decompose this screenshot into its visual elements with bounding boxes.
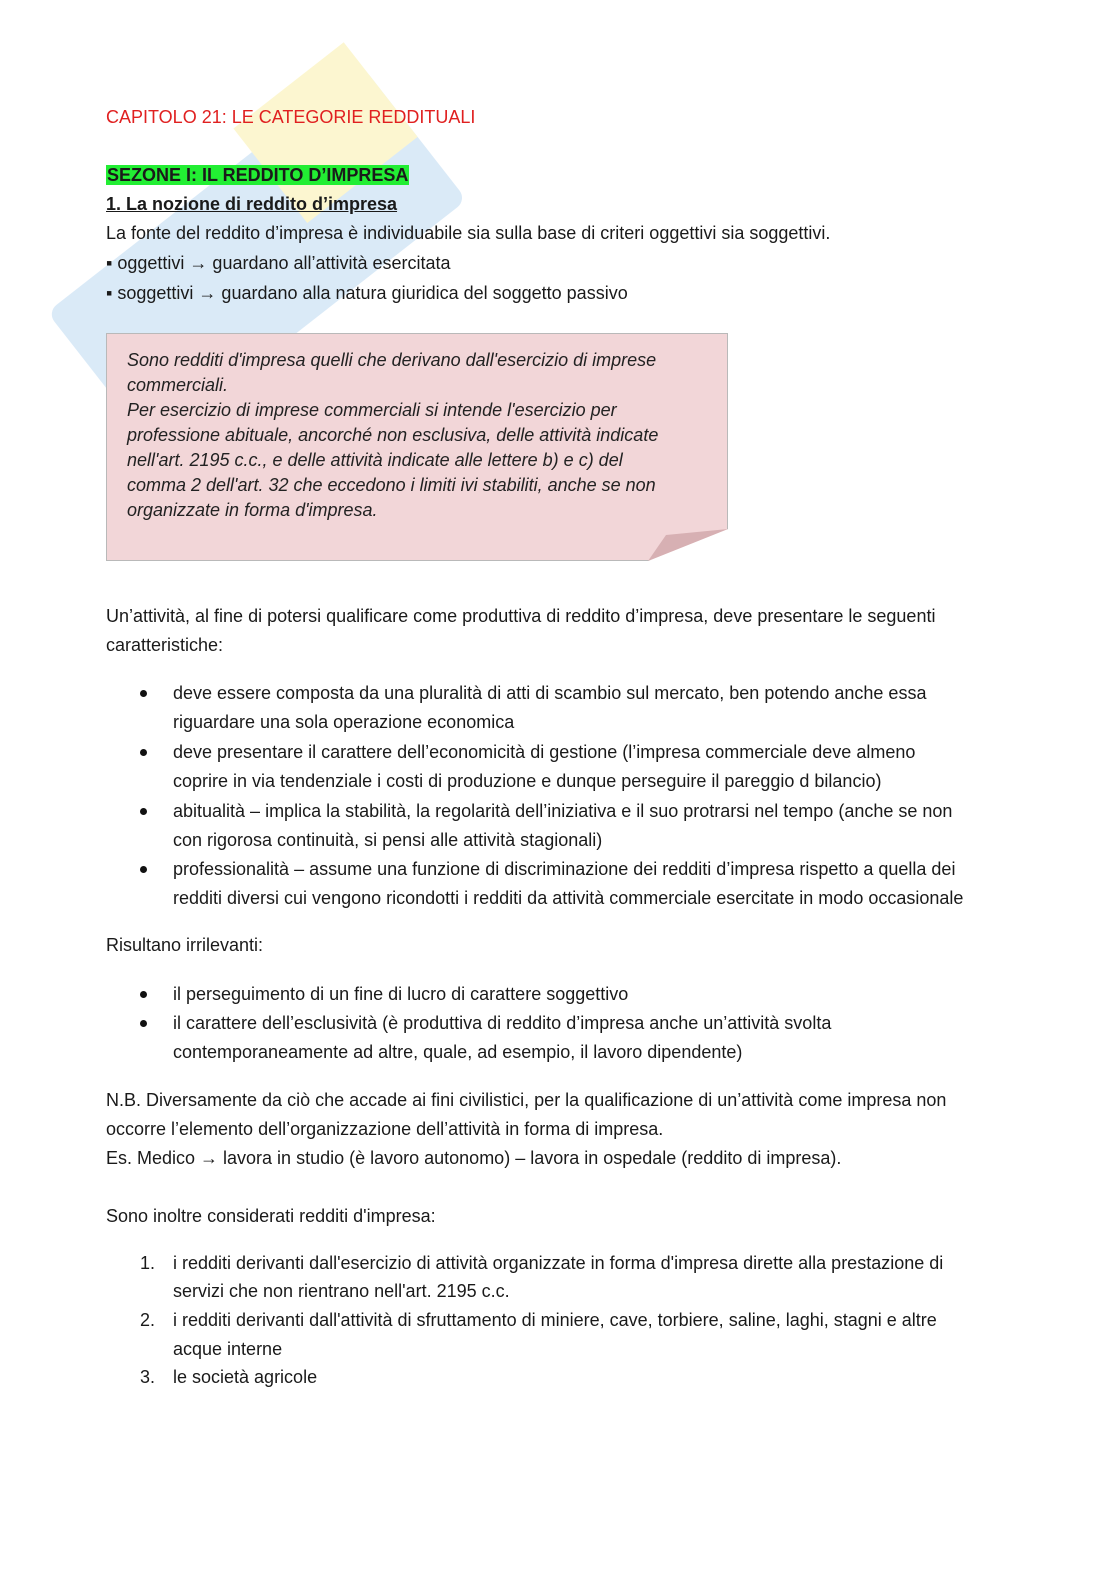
- list-item: contemporaneamente ad altre, quale, ad esempio, il lavoro dipendente): [173, 1042, 743, 1062]
- bullet-dot: [140, 1020, 147, 1027]
- list-number: 1.: [140, 1253, 156, 1273]
- irrelevant-intro: Risultano irrilevanti:: [106, 935, 264, 955]
- chapter-title: CAPITOLO 21: LE CATEGORIE REDDITUALI: [106, 107, 476, 127]
- criteria-item: ▪ soggettivi → guardano alla natura giuridica del soggetto passivo: [106, 283, 628, 303]
- list-item: il carattere dell’esclusività (è produttiva di reddito d’impresa anche un’attività svolta: [173, 1013, 832, 1033]
- list-item: il perseguimento di un fine di lucro di carattere soggettivo: [173, 984, 629, 1004]
- note-text: [127, 348, 658, 523]
- note-line: Sono redditi d'impresa quelli che derivano dall'esercizio di imprese: [127, 350, 657, 370]
- nb-paragraph: N.B. Diversamente da ciò che accade ai fini civilistici, per la qualificazione di un’attività come impresa non: [106, 1090, 947, 1110]
- list-item: redditi diversi cui vengono ricondotti i redditi da attività commerciale esercitate in modo occasionale: [173, 888, 964, 908]
- intro-paragraph: La fonte del reddito d’impresa è individuabile sia sulla base di criteri oggettivi sia soggettivi.: [106, 223, 831, 243]
- list-item: professionalità – assume una funzione di discriminazione dei redditi d’impresa rispetto a quella dei: [173, 859, 956, 879]
- note-line: professione abituale, ancorché non esclusiva, delle attività indicate: [127, 425, 659, 445]
- definition-note: [106, 333, 728, 561]
- bullet-dot: [140, 866, 147, 873]
- note-line: commerciali.: [127, 375, 229, 395]
- bullet-dot: [140, 690, 147, 697]
- characteristics-intro: Un’attività, al fine di potersi qualificare come produttiva di reddito d’impresa, deve presentare le seguenti: [106, 606, 936, 626]
- list-item: riguardare una sola operazione economica: [173, 712, 515, 732]
- list-item: con rigorosa continuità, si pensi alle attività stagionali): [173, 830, 603, 850]
- list-item: acque interne: [173, 1339, 283, 1359]
- nb-paragraph: occorre l’elemento dell’organizzazione dell’attività in forma di impresa.: [106, 1119, 664, 1139]
- example-line: Es. Medico → lavora in studio (è lavoro autonomo) – lavora in ospedale (reddito di impresa).: [106, 1148, 842, 1168]
- note-line: Per esercizio di imprese commerciali si intende l'esercizio per: [127, 400, 617, 420]
- page-fold-icon: [648, 529, 728, 561]
- subsection-title: 1. La nozione di reddito d’impresa: [106, 194, 398, 214]
- list-item: le società agricole: [173, 1367, 318, 1387]
- list-item: deve presentare il carattere dell’economicità di gestione (l’impresa commerciale deve almeno: [173, 742, 916, 762]
- list-item: coprire in via tendenziale i costi di produzione e dunque perseguire il pareggio d bilancio): [173, 771, 882, 791]
- note-line: nell'art. 2195 c.c., e delle attività indicate alle lettere b) e c) del: [127, 450, 623, 470]
- characteristics-intro: caratteristiche:: [106, 635, 224, 655]
- list-item: deve essere composta da una pluralità di atti di scambio sul mercato, ben potendo anche essa: [173, 683, 927, 703]
- note-line: comma 2 dell'art. 32 che eccedono i limiti ivi stabiliti, anche se non: [127, 475, 656, 495]
- list-item: servizi che non rientrano nell'art. 2195 c.c.: [173, 1281, 510, 1301]
- bullet-dot: [140, 808, 147, 815]
- section-title: SEZONE I: IL REDDITO D’IMPRESA: [107, 165, 409, 185]
- list-number: 2.: [140, 1310, 156, 1330]
- list-number: 3.: [140, 1367, 156, 1387]
- list-item: i redditi derivanti dall'esercizio di attività organizzate in forma d'impresa dirette alla prestazione di: [173, 1253, 944, 1273]
- bullet-dot: [140, 991, 147, 998]
- criteria-item: ▪ oggettivi → guardano all’attività esercitata: [106, 253, 451, 273]
- bullet-dot: [140, 749, 147, 756]
- note-line: organizzate in forma d'impresa.: [127, 500, 378, 520]
- list-item: i redditi derivanti dall'attività di sfruttamento di miniere, cave, torbiere, saline, laghi, stagni e altre: [173, 1310, 937, 1330]
- also-intro: Sono inoltre considerati redditi d'impresa:: [106, 1206, 436, 1226]
- list-item: abitualità – implica la stabilità, la regolarità dell’iniziativa e il suo protrarsi nel tempo (anche se non: [173, 801, 953, 821]
